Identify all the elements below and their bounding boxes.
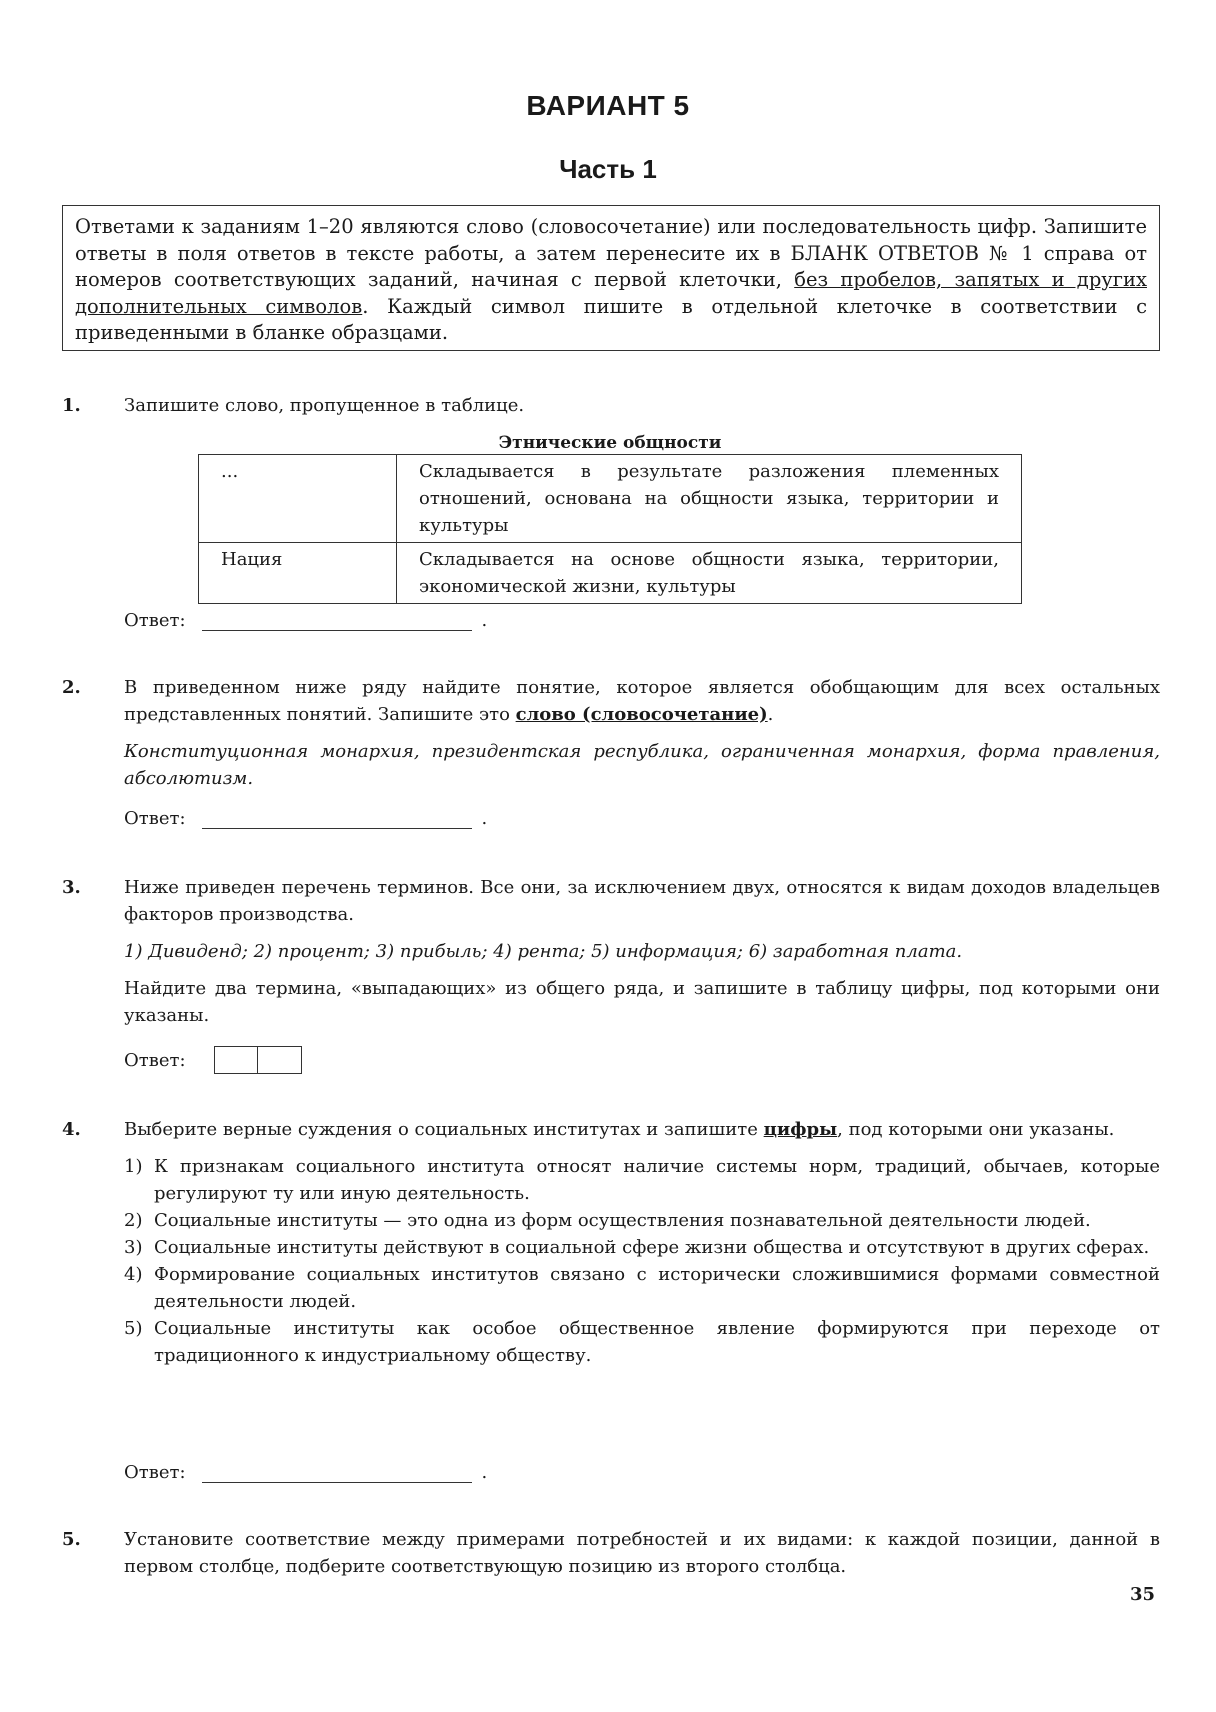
question-text-a: В приведенном ниже ряду найдите понятие, которое является обобщающим для всех остальных представленных понятий. Запишите это	[124, 677, 1160, 725]
instructions-text-a: Ответами к заданиям 1–20 являются слово (словосочетание) или последовательность цифр. Запишите ответы в поля ответов в тексте работы, а затем перенесите их в БЛАНК ОТВЕТОВ № 1 справа от номеров соответствующих заданий, начиная с первой клеточки,	[75, 215, 1147, 291]
question-number: 4.	[62, 1119, 81, 1140]
option-text: Социальные институты как особое общественное явление формируются при переходе от традиционного к индустриальному обществу.	[154, 1318, 1160, 1366]
option-item	[124, 1234, 1160, 1261]
question-text-emph: слово (словосочетание)	[515, 704, 768, 725]
answer-line[interactable]	[202, 611, 472, 631]
question-task: Найдите два термина, «выпадающих» из общего ряда, и запишите в таблицу цифры, под которыми они указаны.	[124, 978, 1160, 1026]
variant-title: ВАРИАНТ 5	[526, 90, 690, 121]
question-text: Ниже приведен перечень терминов. Все они, за исключением двух, относятся к видам доходов владельцев факторов производства.	[124, 877, 1160, 925]
answer-label: Ответ:	[124, 808, 186, 829]
answer-line[interactable]	[202, 1463, 472, 1483]
question-text: Запишите слово, пропущенное в таблице.	[124, 395, 525, 416]
table-row	[199, 455, 1022, 543]
page-number: 35	[1130, 1584, 1156, 1605]
question-number: 1.	[62, 395, 81, 416]
question-text: Установите соответствие между примерами потребностей и их видами: к каждой позиции, данной в первом столбце, подберите соответствующую позицию из второго столбца.	[124, 1529, 1160, 1577]
answer-boxes	[214, 1046, 302, 1074]
options-list	[124, 1153, 1160, 1369]
answer-3	[124, 1046, 302, 1074]
answer-label: Ответ:	[124, 1049, 186, 1071]
option-number: 4)	[124, 1264, 143, 1285]
table-cell-desc: Складывается на основе общности языка, территории, экономической жизни, культуры	[397, 543, 1022, 604]
option-item	[124, 1315, 1160, 1369]
table-caption: Этнические общности	[498, 433, 722, 453]
answer-dot: .	[481, 1462, 488, 1483]
instructions-underlined: без пробелов, запятых и других дополнительных символов	[75, 268, 1147, 318]
answer-line[interactable]	[202, 809, 472, 829]
answer-dot: .	[481, 610, 488, 631]
table-cell-term: ...	[199, 455, 397, 543]
answer-1	[124, 610, 487, 631]
question-4	[62, 1116, 1160, 1369]
option-item	[124, 1207, 1160, 1234]
option-item	[124, 1261, 1160, 1315]
ethnic-table	[198, 454, 1022, 604]
answer-box[interactable]	[214, 1046, 258, 1074]
question-number: 2.	[62, 677, 81, 698]
option-text: Социальные институты — это одна из форм осуществления познавательной деятельности людей.	[154, 1210, 1091, 1231]
option-number: 3)	[124, 1237, 143, 1258]
answer-4	[124, 1462, 487, 1483]
question-text-a: Выберите верные суждения о социальных институтах и запишите	[124, 1119, 764, 1140]
option-item	[124, 1153, 1160, 1207]
option-text: К признакам социального института относят наличие системы норм, традиций, обычаев, которые регулируют ту или иную деятельность.	[154, 1156, 1160, 1204]
question-list: Конституционная монархия, президентская республика, ограниченная монархия, форма правления, абсолютизм.	[124, 741, 1160, 789]
option-number: 5)	[124, 1318, 143, 1339]
question-text-c: , под которыми они указаны.	[837, 1119, 1115, 1140]
answer-label: Ответ:	[124, 610, 186, 631]
question-text	[124, 674, 1160, 728]
table-cell-desc: Складывается в результате разложения племенных отношений, основана на общности языка, территории и культуры	[397, 455, 1022, 543]
answer-dot: .	[481, 808, 488, 829]
table-row	[199, 543, 1022, 604]
part-title: Часть 1	[559, 154, 657, 184]
question-text	[124, 1116, 1160, 1143]
answer-label: Ответ:	[124, 1462, 186, 1483]
question-text-emph: цифры	[763, 1119, 838, 1140]
question-1	[62, 392, 1160, 419]
instructions-text-b: . Каждый символ пишите в отдельной клеточке в соответствии с приведенными в бланке образцами.	[75, 294, 1147, 344]
option-number: 1)	[124, 1156, 143, 1177]
option-text: Формирование социальных институтов связано с исторически сложившимися формами совместной деятельности людей.	[154, 1264, 1160, 1312]
question-number: 3.	[62, 877, 81, 898]
question-3	[62, 874, 1160, 1029]
answer-box[interactable]	[258, 1046, 302, 1074]
question-list: 1) Дивиденд; 2) процент; 3) прибыль; 4) рента; 5) информация; 6) заработная плата.	[124, 941, 963, 962]
answer-2	[124, 808, 487, 829]
question-2	[62, 674, 1160, 792]
question-number: 5.	[62, 1529, 81, 1550]
table-cell-term: Нация	[199, 543, 397, 604]
option-text: Социальные институты действуют в социальной сфере жизни общества и отсутствуют в других сферах.	[154, 1237, 1150, 1258]
instructions-box	[62, 205, 1160, 351]
question-text-c: .	[767, 704, 774, 725]
question-5	[62, 1526, 1160, 1580]
option-number: 2)	[124, 1210, 143, 1231]
